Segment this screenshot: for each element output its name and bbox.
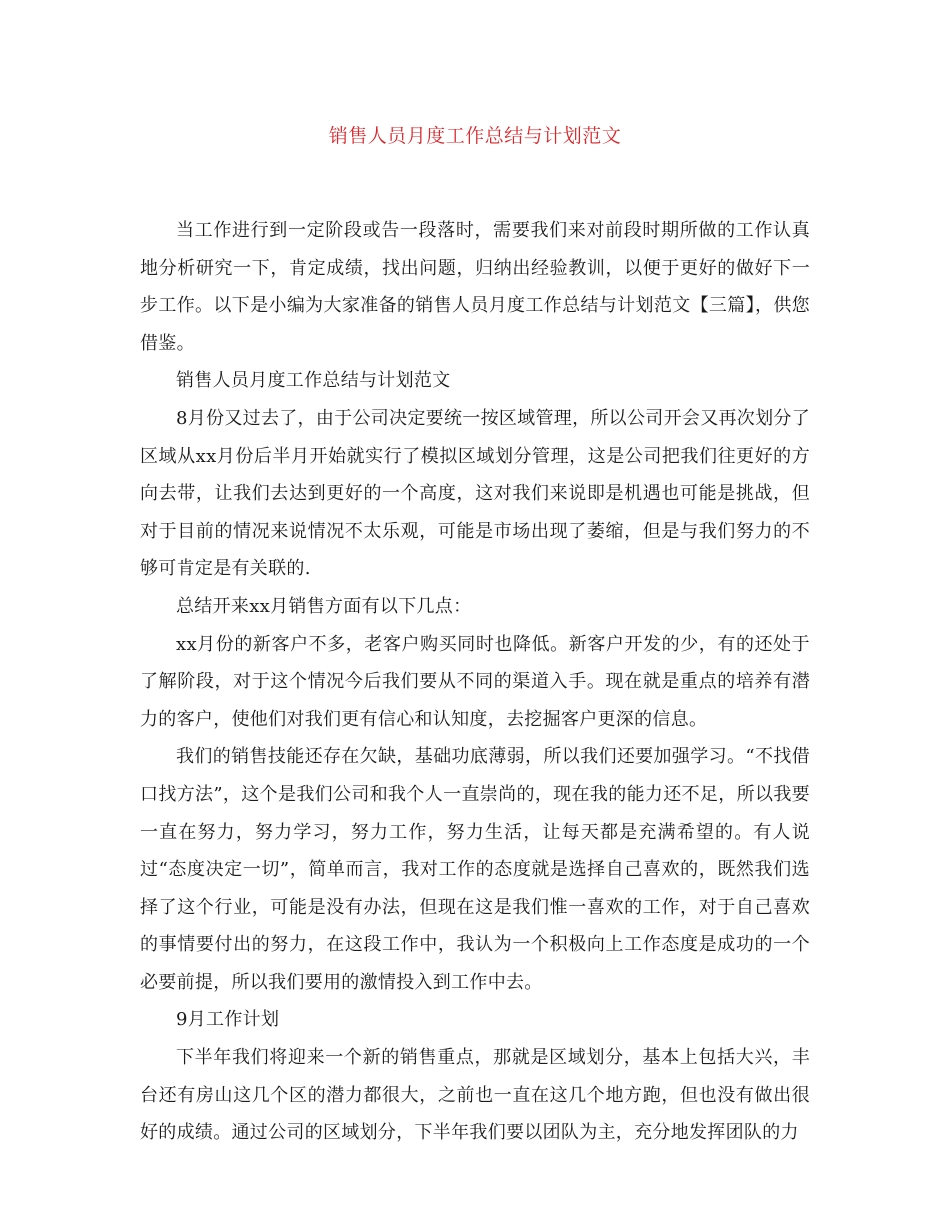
document-body — [140, 212, 810, 1152]
body-paragraph: 下半年我们将迎来一个新的销售重点，那就是区域划分，基本上包括大兴，丰台还有房山这几个区的潜力都很大，之前也一直在这几个地方跑，但也没有做出很好的成绩。通过公司的区域划分，下半年我们要以团队为主，充分地发挥团队的力 — [140, 1047, 810, 1144]
intro-paragraph: 当工作进行到一定阶段或告一段落时，需要我们来对前段时期所做的工作认真地分析研究一下，肯定成绩，找出问题，归纳出经验教训，以便于更好的做好下一步工作。以下是小编为大家准备的销售人员月度工作总结与计划范文【三篇】，供您借鉴。 — [140, 220, 810, 354]
section-heading: 销售人员月度工作总结与计划范文 — [176, 370, 451, 392]
body-paragraph: 8月份又过去了，由于公司决定要统一按区域管理，所以公司开会又再次划分了区域从xx月份后半月开始就实行了模拟区域划分管理，这是公司把我们往更好的方向去带，让我们去达到更好的一个高度，这对我们来说即是机遇也可能是挑战，但对于目前的情况来说情况不太乐观，可能是市场出现了萎缩，但是与我们努力的不够可肯定是有关联的. — [140, 407, 810, 580]
section-heading: 9月工作计划 — [176, 1009, 280, 1031]
document-title: 销售人员月度工作总结与计划范文 — [328, 125, 622, 147]
body-paragraph: xx月份的新客户不多，老客户购买同时也降低。新客户开发的少，有的还处于了解阶段，对于这个情况今后我们要从不同的渠道入手。现在就是重点的培养有潜力的客户，使他们对我们更有信心和认知度，去挖掘客户更深的信息。 — [140, 633, 810, 730]
section-heading: 总结开来xx月销售方面有以下几点： — [176, 595, 472, 617]
body-paragraph: 我们的销售技能还存在欠缺，基础功底薄弱，所以我们还要加强学习。“不找借口找方法”，这个是我们公司和我个人一直崇尚的，现在我的能力还不足，所以我要一直在努力，努力学习，努力工作，努力生活，让每天都是充满希望的。有人说过“态度决定一切”，简单而言，我对工作的态度就是选择自己喜欢的，既然我们选择了这个行业，可能是没有办法，但现在这是我们惟一喜欢的工作，对于自己喜欢的事情要付出的努力，在这段工作中，我认为一个积极向上工作态度是成功的一个必要前提，所以我们要用的激情投入到工作中去。 — [140, 746, 810, 993]
